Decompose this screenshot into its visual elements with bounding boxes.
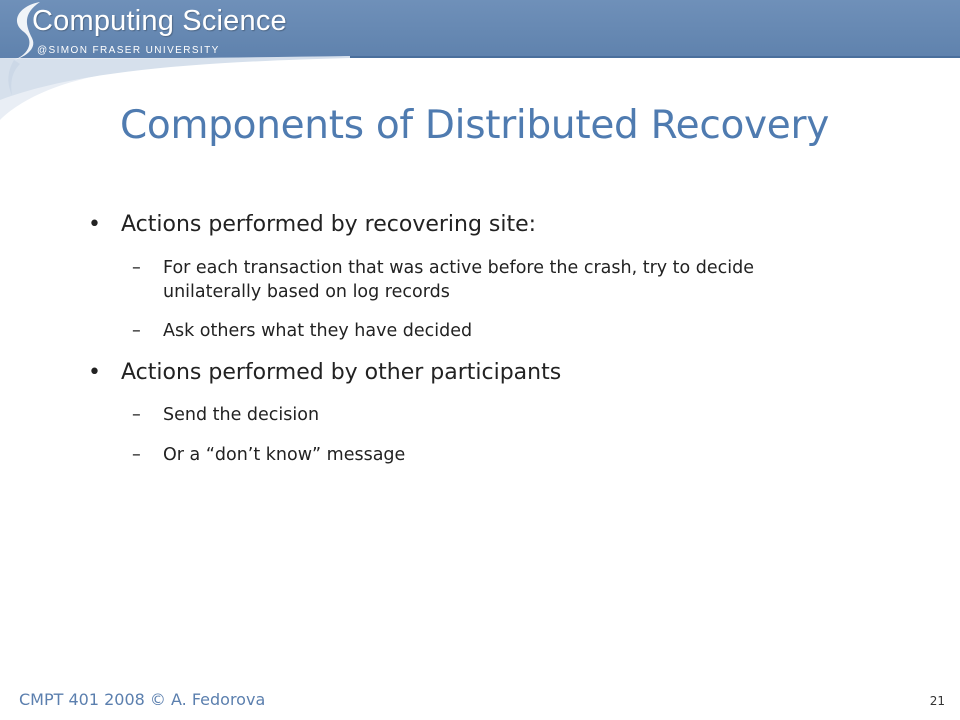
sub-bullet-dash: – bbox=[132, 258, 141, 278]
sub-bullet-dash: – bbox=[132, 321, 141, 341]
sub-bullet-item bbox=[88, 403, 848, 427]
header-brand-subtitle: @SIMON FRASER UNIVERSITY bbox=[37, 45, 220, 56]
bullet-mark: • bbox=[88, 360, 101, 385]
slide-content bbox=[88, 210, 848, 467]
sub-bullet-text: Or a “don’t know” message bbox=[163, 445, 406, 465]
bullet-item bbox=[88, 210, 848, 240]
sub-bullet-item bbox=[88, 319, 848, 343]
bullet-item bbox=[88, 358, 848, 388]
header-brand-title: Computing Science bbox=[32, 5, 287, 37]
sub-bullet-item bbox=[88, 256, 848, 304]
page-number: 21 bbox=[929, 694, 945, 708]
sub-bullet-text: Ask others what they have decided bbox=[163, 321, 473, 341]
sub-bullet-item bbox=[88, 443, 848, 467]
sub-bullet-dash: – bbox=[132, 445, 141, 465]
banner-rule bbox=[350, 56, 960, 58]
sub-bullet-text: Send the decision bbox=[163, 405, 320, 425]
bullet-text: Actions performed by other participants bbox=[121, 360, 562, 385]
sub-bullet-dash: – bbox=[132, 405, 141, 425]
bullet-mark: • bbox=[88, 212, 101, 237]
footer-text: CMPT 401 2008 © A. Fedorova bbox=[19, 690, 266, 709]
bullet-text: Actions performed by recovering site: bbox=[121, 212, 537, 237]
sub-bullet-text: For each transaction that was active before the crash, try to decide unilaterally based on log records bbox=[163, 258, 755, 302]
slide-title: Components of Distributed Recovery bbox=[120, 103, 830, 148]
